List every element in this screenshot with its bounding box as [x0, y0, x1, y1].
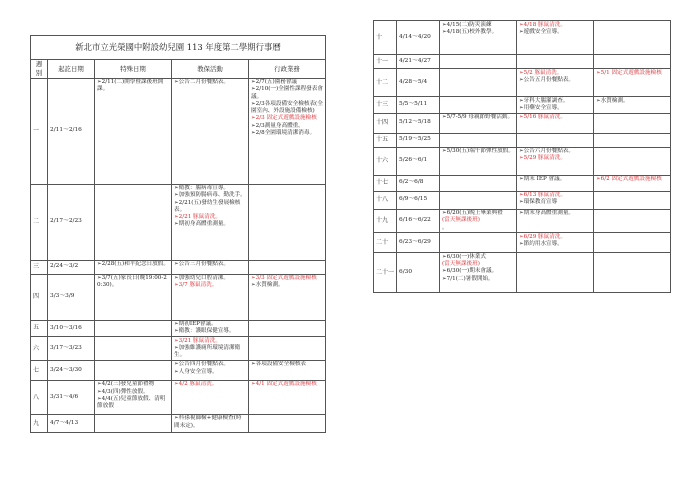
week-row [31, 260, 326, 274]
activity-cell [517, 113, 594, 133]
activity-entry: ➢4/18 豚鼠清洗。 [519, 21, 566, 28]
activity-entry: ➢6/29 豚鼠清洗。 [519, 233, 566, 240]
special-entry: (當天無課後班) [442, 261, 480, 268]
admin-entry: ➢水質檢測。 [596, 97, 629, 104]
special-entry: ➢3/7(五)家長日(晚19:00-20:30)。 [97, 275, 167, 289]
admin-cell [594, 69, 671, 97]
page-title: 新北市立光榮國中附設幼兒園 113 年度第二學期行事曆 [31, 36, 326, 60]
admin-cell [249, 337, 326, 361]
week-dates: 5/26～6/1 [397, 147, 440, 175]
week-row [31, 184, 326, 260]
week-dates: 4/14～4/20 [397, 21, 440, 55]
week-number: 十七 [374, 175, 397, 191]
activity-entry: ➢3/21 豚鼠清洗。 [174, 337, 221, 344]
activity-entry: ➢6/13 豚鼠清洗。 [519, 192, 566, 199]
week-row [374, 133, 671, 147]
header-dates: 起訖日期 [48, 59, 95, 78]
activity-entry: ➢公告三月份餐點表。 [174, 261, 230, 268]
activity-cell [517, 253, 594, 293]
week-row [374, 209, 671, 233]
admin-cell [594, 253, 671, 293]
week-dates: 2/24～3/2 [48, 260, 95, 274]
admin-cell [594, 233, 671, 253]
week-number: 十八 [374, 191, 397, 209]
special-cell [440, 69, 517, 97]
week-number: 八 [31, 380, 48, 414]
special-entry: ➢6/30(一)休業式 [442, 253, 486, 260]
admin-cell [594, 113, 671, 133]
week-row [31, 414, 326, 432]
week-dates: 4/7～4/13 [48, 414, 95, 432]
admin-entry: ➢2/7(五)園務會議 [251, 79, 298, 86]
week-number: 七 [31, 360, 48, 380]
week-dates: 3/17～3/23 [48, 337, 95, 361]
admin-entry: ➢6/2 固定式遊戲設施檢核 [596, 176, 662, 183]
admin-cell [249, 260, 326, 274]
week-row [374, 21, 671, 55]
activity-entry: ➢節約用水宣導。 [519, 241, 563, 248]
special-cell [95, 320, 172, 337]
admin-cell [594, 175, 671, 191]
week-dates: 3/3～3/9 [48, 274, 95, 320]
admin-entry: ➢2/8全園環境清潔消毒。 [251, 129, 316, 136]
special-cell [95, 414, 172, 432]
special-entry: 。 [442, 224, 448, 231]
activity-cell [517, 55, 594, 69]
admin-entry: ➢3/3 固定式遊戲設施檢核 [251, 275, 317, 282]
admin-cell [594, 133, 671, 147]
special-cell [95, 78, 172, 184]
admin-entry: ➢4/1 固定式遊戲設施檢核 [251, 381, 317, 388]
week-number: 九 [31, 414, 48, 432]
week-row [374, 55, 671, 69]
special-cell [440, 233, 517, 253]
activity-entry: ➢用藥安全宣導。 [519, 104, 563, 111]
title-row [31, 36, 326, 60]
activity-cell [172, 414, 249, 432]
week-row [374, 69, 671, 97]
activity-entry: ➢5/2 豚鼠清洗。 [519, 69, 563, 76]
week-dates: 3/31～4/6 [48, 380, 95, 414]
activity-entry: ➢2/21(五)發幼生發展檢核表。 [174, 199, 241, 213]
week-number: 一 [31, 78, 48, 184]
week-dates: 6/23～6/29 [397, 233, 440, 253]
special-entry: ➢5/30(五)端午節彈性放假。 [442, 148, 514, 155]
activity-entry: ➢2/21 豚鼠清洗。 [174, 214, 221, 221]
activity-entry: ➢期初身高體重測量。 [174, 221, 230, 228]
activity-entry: ➢期末 IEP 會議。 [519, 176, 566, 183]
activity-entry: ➢3/7 豚鼠清洗。 [174, 282, 218, 289]
activity-entry: ➢公告四月份餐點表。 [174, 361, 230, 368]
special-entry: ➢4/15(二)防災演練 [442, 21, 492, 28]
admin-cell [594, 209, 671, 233]
admin-cell [249, 380, 326, 414]
activity-entry: ➢加強幼兒口腔清潔。 [174, 275, 230, 282]
header-week: 週別 [31, 59, 48, 78]
week-number: 三 [31, 260, 48, 274]
activity-entry: ➢5/29 豚鼠清洗。 [519, 155, 566, 162]
week-number: 十二 [374, 69, 397, 97]
week-row [31, 274, 326, 320]
week-row [31, 380, 326, 414]
special-entry: ➢4/18(五)校外教學。 [442, 28, 498, 35]
calendar-table-right [373, 20, 671, 293]
activity-cell [517, 97, 594, 114]
special-cell [95, 260, 172, 274]
special-cell [440, 253, 517, 293]
activity-entry: ➢衛教：腸病毒宣導。 [174, 185, 230, 192]
header-activity: 教保活動 [172, 59, 249, 78]
activity-cell [517, 69, 594, 97]
week-dates: 4/21～4/27 [397, 55, 440, 69]
activity-cell [172, 360, 249, 380]
special-entry: ➢2/11(二)開學暨課後班開課。 [97, 79, 164, 93]
header-admin: 行政業務 [249, 59, 326, 78]
activity-entry: ➢科孫視篩檢+健康檢查(時間未定)。 [174, 415, 242, 429]
week-number: 十一 [374, 55, 397, 69]
activity-cell [172, 274, 249, 320]
special-entry: (當天無課後班) [442, 217, 480, 224]
activity-entry: ➢公告六月份餐點表。 [519, 148, 575, 155]
week-row [374, 97, 671, 114]
activity-cell [172, 260, 249, 274]
week-number: 十五 [374, 133, 397, 147]
activity-entry: ➢期末身高體重測量。 [519, 210, 575, 217]
week-dates: 6/2～6/8 [397, 175, 440, 191]
activity-cell [517, 233, 594, 253]
activity-entry: ➢衛教：護眼保健宣導。 [174, 328, 235, 335]
special-cell [440, 191, 517, 209]
activity-cell [172, 320, 249, 337]
admin-cell [594, 21, 671, 55]
week-dates: 2/17～2/23 [48, 184, 95, 260]
admin-cell [594, 97, 671, 114]
admin-entry: ➢2/10(一)全園性課程發表會議。 [251, 86, 323, 100]
admin-entry: ➢2/3 固定式遊戲設施檢核 [251, 115, 317, 122]
admin-cell [249, 414, 326, 432]
special-cell [95, 360, 172, 380]
activity-entry: ➢環保教育宣導 [519, 199, 558, 206]
admin-entry: ➢2/3各項設備安全檢核表(全園室內、外設施設備檢核) [251, 100, 323, 115]
special-cell [95, 337, 172, 361]
calendar-table-left [30, 35, 326, 433]
activity-cell [172, 184, 249, 260]
week-number: 二十 [374, 233, 397, 253]
activity-entry: ➢公告五月份餐點表。 [519, 76, 575, 83]
header-row [31, 59, 326, 78]
week-number: 十三 [374, 97, 397, 114]
activity-cell [517, 175, 594, 191]
special-cell [95, 274, 172, 320]
admin-entry: ➢水質檢測。 [251, 282, 284, 289]
activity-entry: ➢加強維護廁所環境清潔衛生。 [174, 344, 241, 359]
week-dates: 6/9～6/15 [397, 191, 440, 209]
week-row [31, 78, 326, 184]
activity-cell [517, 147, 594, 175]
special-entry: ➢4/3(四)彈性放假。 [97, 388, 149, 395]
admin-cell [594, 191, 671, 209]
week-number: 五 [31, 320, 48, 337]
week-number: 十四 [374, 113, 397, 133]
activity-cell [172, 337, 249, 361]
activity-entry: ➢人身安全宣導。 [174, 368, 218, 375]
admin-cell [249, 78, 326, 184]
week-number: 十 [374, 21, 397, 55]
special-cell [440, 97, 517, 114]
week-row [31, 360, 326, 380]
week-dates: 5/19～5/25 [397, 133, 440, 147]
week-number: 六 [31, 337, 48, 361]
activity-cell [517, 191, 594, 209]
week-dates: 4/28～5/4 [397, 69, 440, 97]
special-entry: ➢6/30(一)期末會議。 [442, 268, 498, 275]
special-cell [440, 175, 517, 191]
admin-entry: ➢各項設備安全檢核表 [251, 361, 307, 368]
week-row [374, 175, 671, 191]
week-dates: 5/5～5/11 [397, 97, 440, 114]
activity-entry: ➢牙科大腸灌調查。 [519, 97, 569, 104]
special-entry: ➢2/28(五)和平紀念日放假。 [97, 261, 169, 268]
admin-entry: ➢2/3測量身高體重。 [251, 122, 304, 129]
special-cell [440, 21, 517, 55]
week-number: 二十一 [374, 253, 397, 293]
week-number: 四 [31, 274, 48, 320]
activity-cell [517, 21, 594, 55]
special-cell [440, 147, 517, 175]
admin-entry: ➢5/1 固定式遊戲設施檢核 [596, 69, 662, 76]
activity-cell [172, 380, 249, 414]
activity-cell [517, 133, 594, 147]
special-entry: ➢5/7-5/9 母親節野餐活動。 [442, 114, 514, 121]
week-number: 十九 [374, 209, 397, 233]
activity-entry: ➢遊戲安全宣導。 [519, 28, 563, 35]
special-cell [440, 55, 517, 69]
week-dates: 3/24～3/30 [48, 360, 95, 380]
week-number: 二 [31, 184, 48, 260]
special-cell [440, 133, 517, 147]
week-number: 十六 [374, 147, 397, 175]
admin-cell [594, 55, 671, 69]
activity-cell [517, 209, 594, 233]
special-cell [440, 113, 517, 133]
special-cell [95, 184, 172, 260]
admin-cell [249, 320, 326, 337]
special-entry: ➢6/20(五)晚上畢業典禮 [442, 210, 503, 217]
activity-entry: ➢4/2 豚鼠清洗。 [174, 381, 218, 388]
week-row [374, 191, 671, 209]
week-row [374, 113, 671, 133]
week-dates: 2/11～2/16 [48, 78, 95, 184]
week-row [374, 233, 671, 253]
week-dates: 6/16～6/22 [397, 209, 440, 233]
admin-cell [594, 147, 671, 175]
activity-entry: ➢期初IEP會議。 [174, 321, 217, 328]
activity-cell [172, 78, 249, 184]
admin-cell [249, 274, 326, 320]
special-entry: ➢7/1(二)暑假開始。 [442, 275, 494, 282]
special-entry: ➢4/4(五)兒童節放假、清明節放假 [97, 395, 166, 410]
admin-cell [249, 360, 326, 380]
week-row [374, 147, 671, 175]
admin-cell [249, 184, 326, 260]
week-dates: 6/30 [397, 253, 440, 293]
activity-entry: ➢公告二月份餐點表。 [174, 79, 230, 86]
week-row [31, 320, 326, 337]
week-row [374, 253, 671, 293]
activity-entry: ➢加強預防腸病毒、勤洗手。 [174, 192, 246, 199]
header-special: 特殊日期 [95, 59, 172, 78]
special-entry: ➢4/2(三)發兒童節禮物 [97, 381, 155, 388]
week-dates: 5/12～5/18 [397, 113, 440, 133]
week-row [31, 337, 326, 361]
special-cell [95, 380, 172, 414]
week-dates: 3/10～3/16 [48, 320, 95, 337]
special-cell [440, 209, 517, 233]
activity-entry: ➢5/16 豚鼠清洗。 [519, 114, 566, 121]
